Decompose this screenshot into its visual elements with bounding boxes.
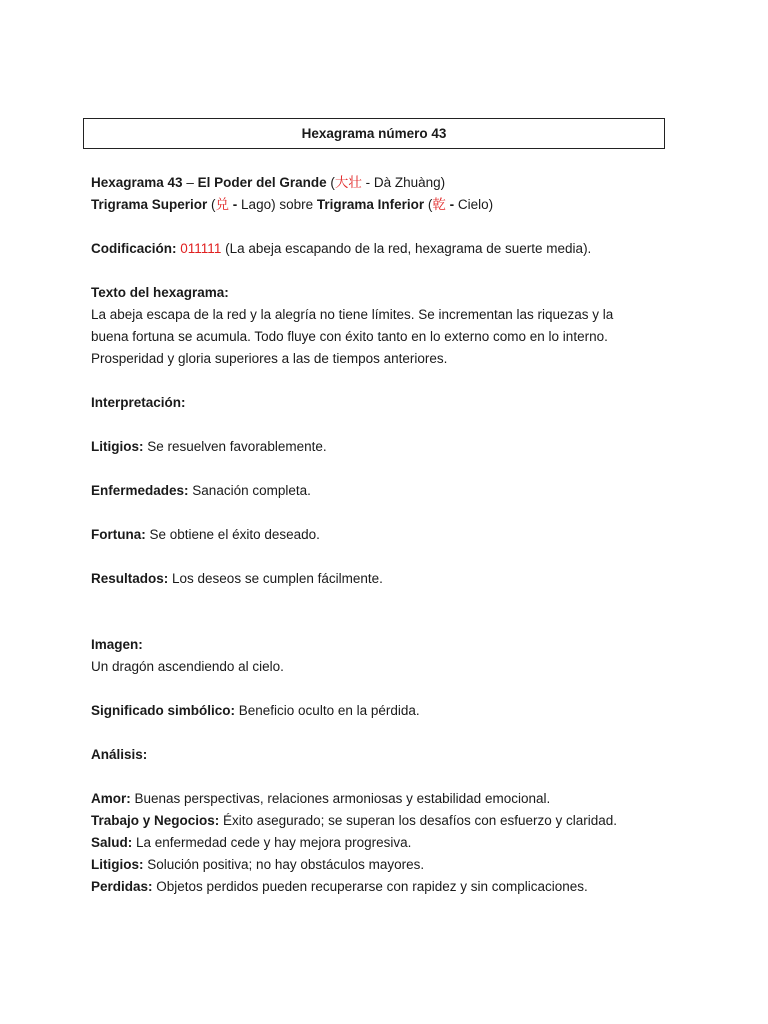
upper-trigram-chinese: 兑	[215, 197, 230, 212]
interpretation-item-enfermedades: Enfermedades: Sanación completa.	[91, 483, 311, 498]
hexagram-text-line: buena fortuna se acumula. Todo fluye con éxito tanto en lo externo como en lo interno.	[91, 329, 608, 344]
lower-dash: -	[445, 197, 458, 212]
analysis-item-amor: Amor: Buenas perspectivas, relaciones armoniosas y estabilidad emocional.	[91, 791, 551, 806]
analysis-heading: Análisis:	[91, 747, 148, 762]
codification-line	[91, 238, 671, 260]
hexagram-pinyin: - Dà Zhuàng)	[361, 175, 446, 190]
image-text: Un dragón ascendiendo al cielo.	[91, 659, 284, 674]
hexagram-text-line: Prosperidad y gloria superiores a las de tiempos anteriores.	[91, 351, 448, 366]
codification-code: 011111	[180, 241, 222, 256]
hexagram-dash: –	[182, 175, 198, 190]
codification-label: Codificación:	[91, 241, 177, 256]
document-body	[91, 172, 671, 898]
upper-open-paren: (	[207, 197, 216, 212]
interpretation-heading: Interpretación:	[91, 395, 186, 410]
analysis-item-salud: Salud: La enfermedad cede y hay mejora progresiva.	[91, 835, 412, 850]
hexagram-text-line: La abeja escapa de la red y la alegría no tiene límites. Se incrementan las riquezas y la	[91, 307, 614, 322]
lower-open-paren: (	[424, 197, 433, 212]
analysis-item-trabajo: Trabajo y Negocios: Éxito asegurado; se superan los desafíos con esfuerzo y claridad.	[91, 813, 618, 828]
lower-trigram-chinese: 乾	[432, 197, 446, 212]
lower-trigram-rest: Cielo)	[457, 197, 494, 212]
interpretation-item-litigios: Litigios: Se resuelven favorablemente.	[91, 439, 327, 454]
upper-trigram-rest: Lago) sobre	[241, 197, 317, 212]
upper-dash: -	[229, 197, 242, 212]
hexagram-name-line	[91, 172, 671, 194]
codification-description: (La abeja escapando de la red, hexagrama de suerte media).	[221, 241, 592, 256]
trigram-line	[91, 194, 671, 216]
symbolic-meaning-line: Significado simbólico: Beneficio oculto en la pérdida.	[91, 703, 420, 718]
hexagram-text-heading: Texto del hexagrama:	[91, 285, 229, 300]
image-heading: Imagen:	[91, 637, 143, 652]
lower-trigram-label: Trigrama Inferior	[316, 197, 425, 212]
hexagram-label: Hexagrama 43	[91, 175, 183, 190]
hexagram-open-paren: (	[326, 175, 335, 190]
analysis-item-perdidas: Perdidas: Objetos perdidos pueden recuperarse con rapidez y sin complicaciones.	[91, 879, 588, 894]
analysis-item-litigios: Litigios: Solución positiva; no hay obstáculos mayores.	[91, 857, 425, 872]
interpretation-item-resultados: Resultados: Los deseos se cumplen fácilmente.	[91, 571, 383, 586]
hexagram-name: El Poder del Grande	[197, 175, 327, 190]
upper-trigram-label: Trigrama Superior	[91, 197, 208, 212]
interpretation-item-fortuna: Fortuna: Se obtiene el éxito deseado.	[91, 527, 320, 542]
page-title: Hexagrama número 43	[83, 118, 665, 149]
hexagram-chinese: 大壮	[334, 175, 362, 190]
